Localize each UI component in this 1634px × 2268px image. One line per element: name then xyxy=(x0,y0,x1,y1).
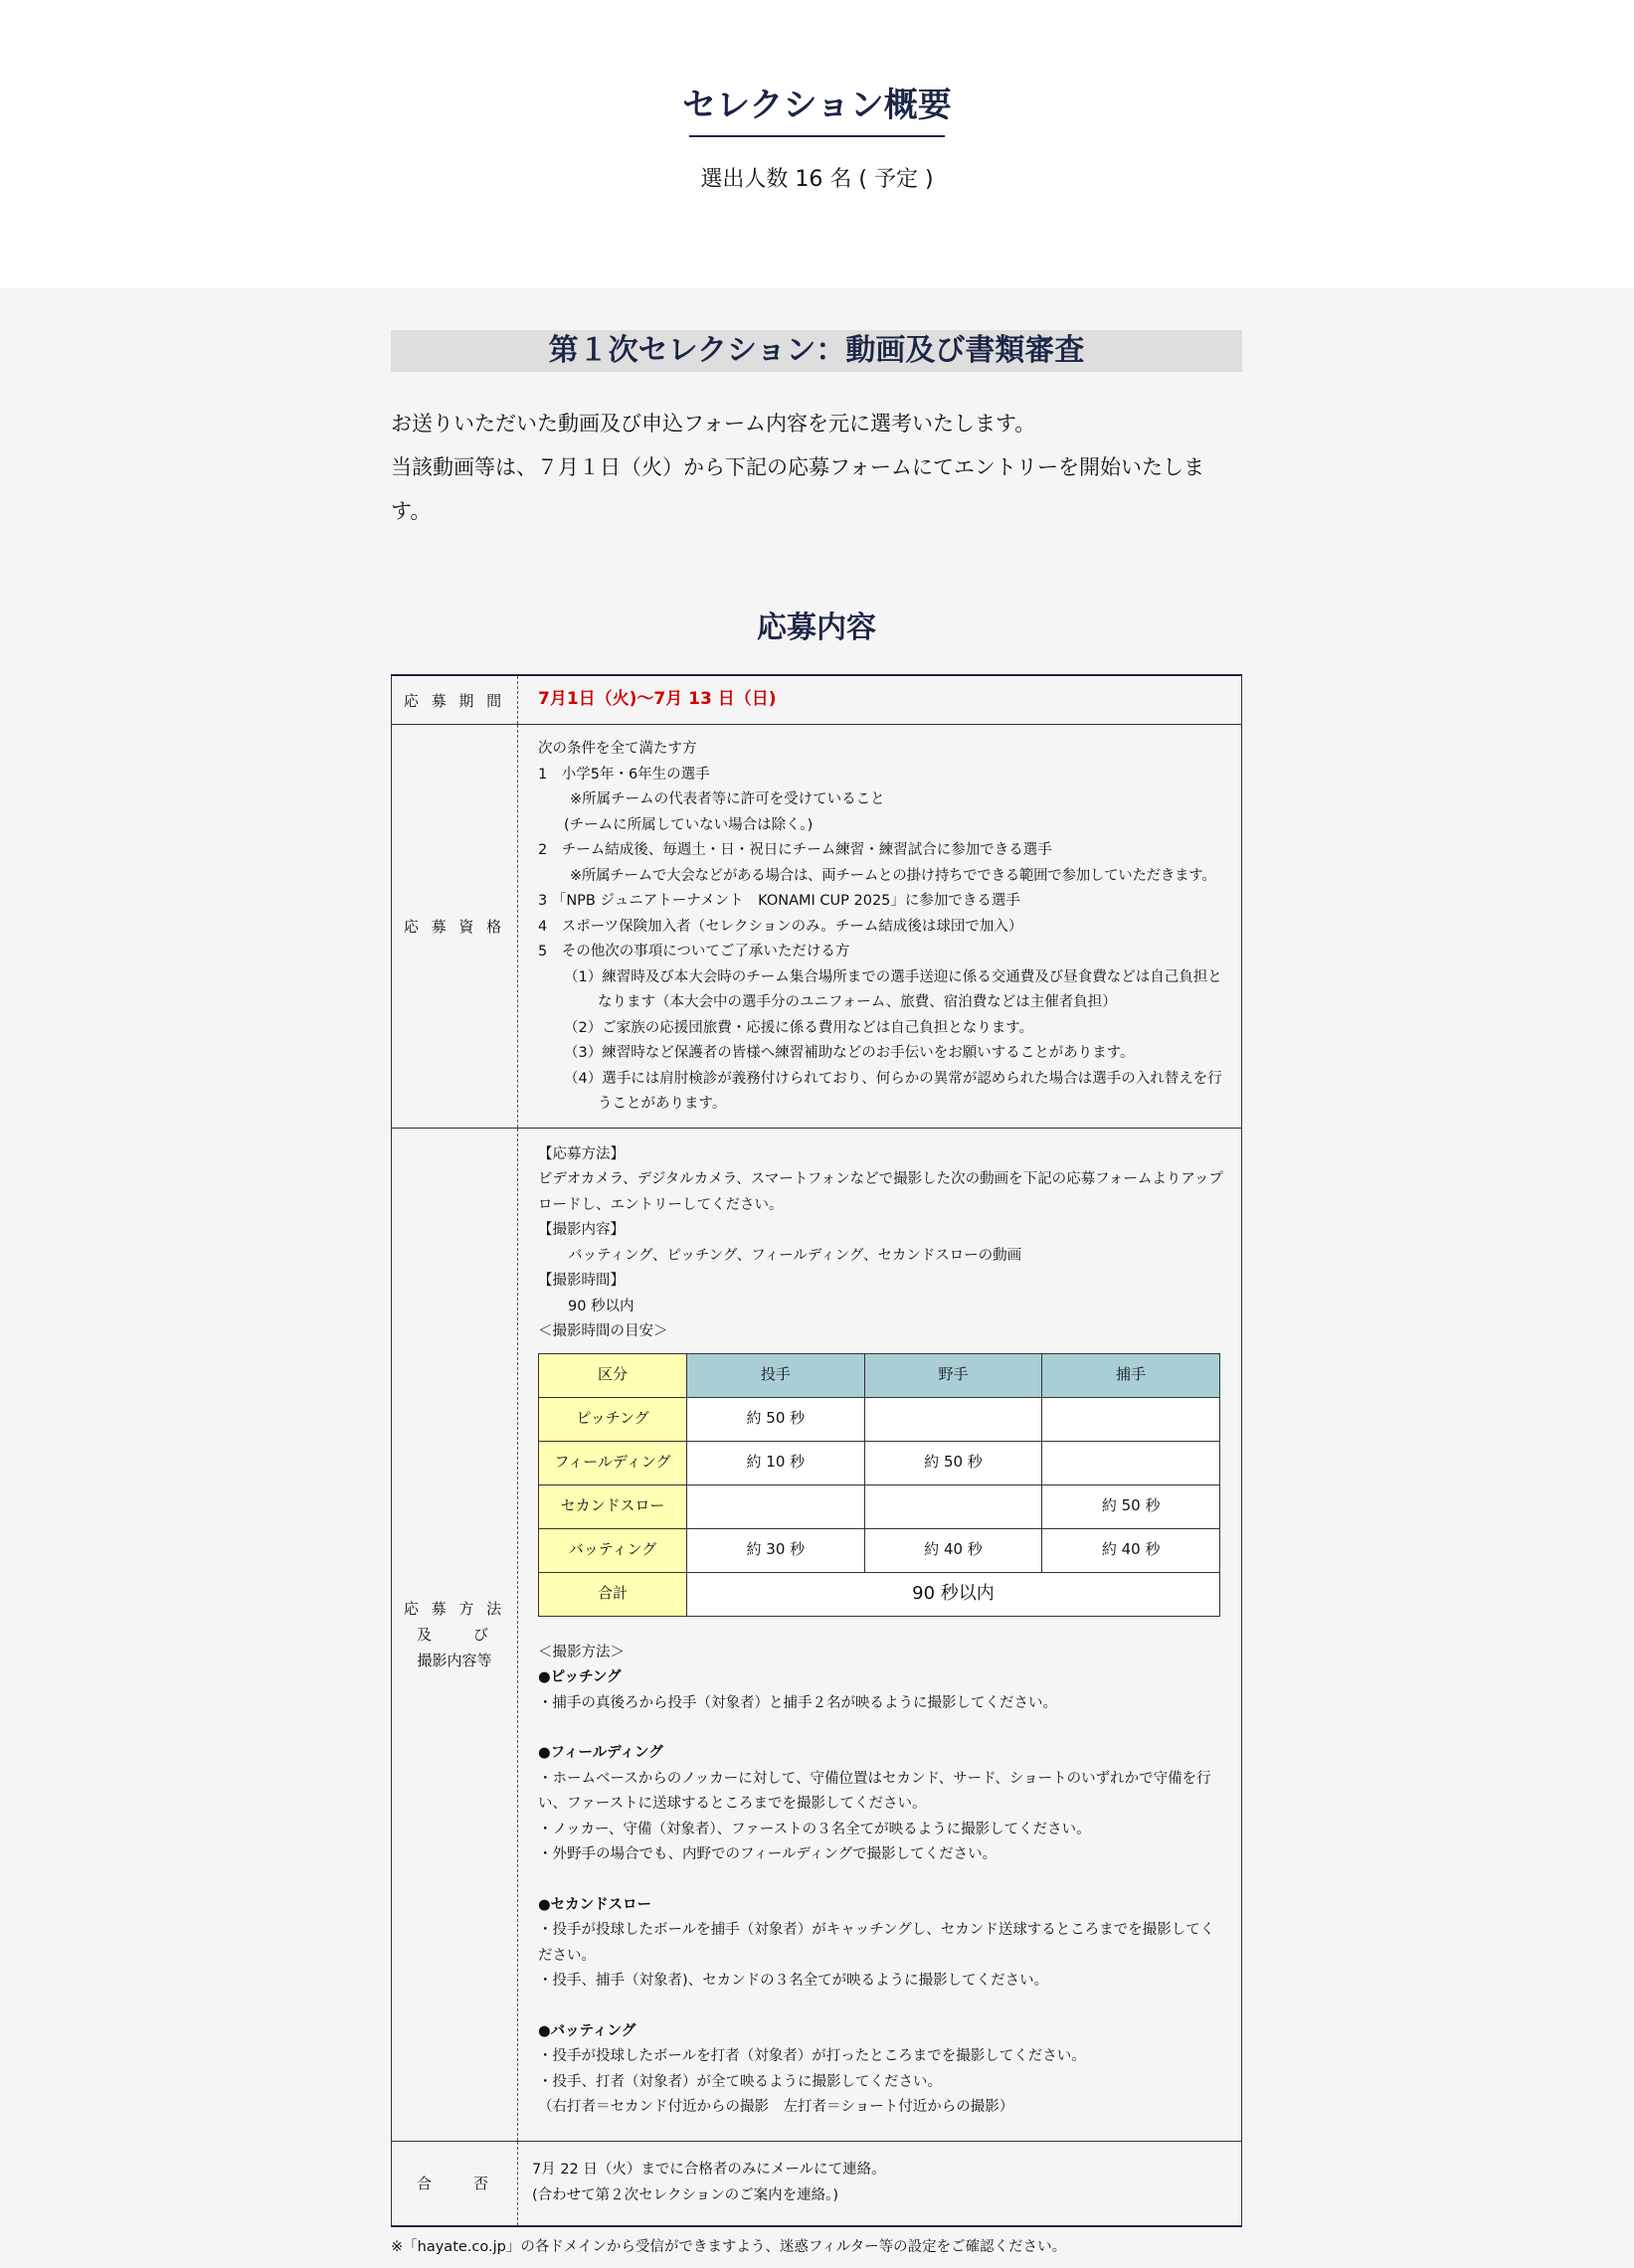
eligibility-item: 5 その他次の事項についてご了承いただける方 xyxy=(538,944,850,960)
times-cell: 約 50 秒 xyxy=(687,1397,865,1441)
batting-text: ・投手が投球したボールを打者（対象者）が打ったところまでを撮影してください。 xyxy=(538,2048,1086,2064)
pitching-heading: ●ピッチング xyxy=(538,1669,622,1685)
times-header-cell: 捕手 xyxy=(1042,1353,1220,1397)
fielding-text: ・ノッカー、守備（対象者）、ファーストの３名全てが映るように撮影してください。 xyxy=(538,1821,1091,1837)
times-cell xyxy=(687,1484,865,1528)
times-header-cell: 野手 xyxy=(864,1353,1042,1397)
eligibility-note: ※所属チームの代表者等に許可を受けていること xyxy=(570,791,885,807)
footnote: ※「hayate.co.jp」の各ドメインから受信ができますよう、迷惑フィルター等の設定をご確認ください。 xyxy=(391,2238,1067,2255)
eligibility-item: 3 「NPB ジュニアトーナメント KONAMI CUP 2025」に参加できる選手 xyxy=(538,893,1020,909)
eligibility-note: ※所属チームで大会などがある場合は、両チームとの掛け持ちでできる範囲で参加していただきます。 xyxy=(570,867,1216,884)
times-total-label: 合計 xyxy=(539,1572,687,1616)
method-value xyxy=(518,1128,1242,2141)
second-throw-text: ・投手、捕手（対象者)、セカンドの３名全てが映るように撮影してください。 xyxy=(538,1973,1049,1989)
second-throw-text: ・投手が投球したボールを捕手（対象者）がキャッチングし、セカンド送球するところまでを撮影してください。 xyxy=(538,1922,1215,1964)
method-text: ビデオカメラ、デジタルカメラ、スマートフォンなどで撮影した次の動画を下記の応募フォームよりアップロードし、エントリーしてください。 xyxy=(538,1171,1223,1213)
guide-heading: ＜撮影時間の目安＞ xyxy=(538,1323,668,1339)
shooting-time-table xyxy=(538,1353,1220,1617)
times-total-value: 90 秒以内 xyxy=(687,1572,1220,1616)
times-cell xyxy=(1042,1441,1220,1484)
time-heading: 【撮影時間】 xyxy=(538,1273,625,1289)
application-table xyxy=(391,674,1242,2227)
batting-heading: ●バッティング xyxy=(538,2022,636,2039)
eligibility-row xyxy=(392,725,1242,1129)
times-row xyxy=(539,1441,1220,1484)
main-content xyxy=(391,330,1242,2256)
eligibility-item: 4 スポーツ保険加入者（セレクションのみ。チーム結成後は球団で加入） xyxy=(538,918,1023,935)
result-text: (合わせて第２次セレクションのご案内を連絡。) xyxy=(532,2186,838,2203)
times-row-label: ピッチング xyxy=(539,1397,687,1441)
stage1-intro xyxy=(391,402,1242,533)
result-row xyxy=(392,2141,1242,2226)
eligibility-note: (チームに所属していない場合は除く。) xyxy=(564,816,814,833)
method-heading: 【応募方法】 xyxy=(538,1145,625,1162)
times-cell: 約 10 秒 xyxy=(687,1441,865,1484)
result-label: 合 否 xyxy=(392,2141,518,2226)
eligibility-subitem: （1）練習時及び本大会時のチーム集合場所までの選手送迎に係る交通費及び昼食費などは自己負担となります（本大会中の選手分のユニフォーム、旅費、宿泊費などは主催者負担） xyxy=(564,968,1222,1010)
batting-text: （右打者＝セカンド付近からの撮影 左打者＝ショート付近からの撮影） xyxy=(538,2099,1014,2115)
result-value xyxy=(518,2141,1242,2226)
title-underline xyxy=(689,135,945,137)
period-label: 応 募 期 間 xyxy=(392,675,518,725)
content-heading: 【撮影内容】 xyxy=(538,1222,625,1238)
period-dates: 7月1日（火)〜7月 13 日（日) xyxy=(538,688,777,709)
intro-line: 当該動画等は、７月１日（火）から下記の応募フォームにてエントリーを開始いたします。 xyxy=(391,455,1204,523)
period-value xyxy=(518,675,1242,725)
method-label xyxy=(392,1128,518,2141)
header-section xyxy=(0,0,1634,288)
times-row-label: セカンドスロー xyxy=(539,1484,687,1528)
selection-count: 選出人数 16 名 ( 予定 ) xyxy=(700,167,934,192)
eligibility-item: 2 チーム結成後、毎週土・日・祝日にチーム練習・練習試合に参加できる選手 xyxy=(538,842,1052,858)
times-cell: 約 40 秒 xyxy=(864,1528,1042,1572)
fielding-text: ・ホームベースからのノッカーに対して、守備位置はセカンド、サード、ショートのいずれかで守備を行い、ファーストに送球するところまでを撮影してください。 xyxy=(538,1770,1211,1812)
times-cell xyxy=(864,1484,1042,1528)
time-text: 90 秒以内 xyxy=(568,1298,635,1314)
times-header-row xyxy=(539,1353,1220,1397)
times-row-label: フィールディング xyxy=(539,1441,687,1484)
times-row xyxy=(539,1484,1220,1528)
pitching-text: ・捕手の真後ろから投手（対象者）と捕手２名が映るように撮影してください。 xyxy=(538,1694,1057,1711)
times-cell: 約 50 秒 xyxy=(1042,1484,1220,1528)
how-heading: ＜撮影方法＞ xyxy=(538,1644,625,1660)
intro-line: お送りいただいた動画及び申込フォーム内容を元に選考いたします。 xyxy=(391,412,1036,436)
times-cell xyxy=(1042,1397,1220,1441)
result-text: 7月 22 日（火）までに合格者のみにメールにて連絡。 xyxy=(532,2162,886,2178)
eligibility-item: 1 小学5年・6年生の選手 xyxy=(538,766,710,783)
method-label-line: 及 び xyxy=(416,1625,492,1644)
times-total-row xyxy=(539,1572,1220,1616)
method-row xyxy=(392,1128,1242,2141)
eligibility-value xyxy=(518,725,1242,1129)
eligibility-lead: 次の条件を全て満たす方 xyxy=(538,741,697,757)
times-cell: 約 50 秒 xyxy=(864,1441,1042,1484)
times-header-cell: 投手 xyxy=(687,1353,865,1397)
times-header-cell: 区分 xyxy=(539,1353,687,1397)
eligibility-subitem: （2）ご家族の応援団旅費・応援に係る費用などは自己負担となります。 xyxy=(564,1019,1034,1036)
times-row xyxy=(539,1528,1220,1572)
period-row xyxy=(392,675,1242,725)
eligibility-subitem: （3）練習時など保護者の皆様へ練習補助などのお手伝いをお願いすることがあります。 xyxy=(564,1045,1135,1061)
application-heading: 応募内容 xyxy=(757,611,876,645)
times-cell: 約 40 秒 xyxy=(1042,1528,1220,1572)
page-title: セレクション概要 xyxy=(682,86,952,125)
times-row-label: バッティング xyxy=(539,1528,687,1572)
batting-text: ・投手、打者（対象者）が全て映るように撮影してください。 xyxy=(538,2073,942,2090)
times-row xyxy=(539,1397,1220,1441)
fielding-heading: ●フィールディング xyxy=(538,1745,663,1761)
stage1-heading: 第１次セレクション：動画及び書類審査 xyxy=(391,330,1242,372)
eligibility-label: 応 募 資 格 xyxy=(392,725,518,1129)
content-text: バッティング、ピッチング、フィールディング、セカンドスローの動画 xyxy=(568,1247,1022,1264)
second-throw-heading: ●セカンドスロー xyxy=(538,1896,652,1913)
eligibility-subitem: （4）選手には肩肘検診が義務付けられており、何らかの異常が認められた場合は選手の入れ替えを行うことがあります。 xyxy=(564,1070,1222,1112)
fielding-text: ・外野手の場合でも、内野でのフィールディングで撮影してください。 xyxy=(538,1846,998,1862)
times-cell xyxy=(864,1397,1042,1441)
method-label-line: 撮影内容等 xyxy=(417,1651,492,1669)
method-label-line: 応 募 方 法 xyxy=(403,1599,506,1618)
times-cell: 約 30 秒 xyxy=(687,1528,865,1572)
